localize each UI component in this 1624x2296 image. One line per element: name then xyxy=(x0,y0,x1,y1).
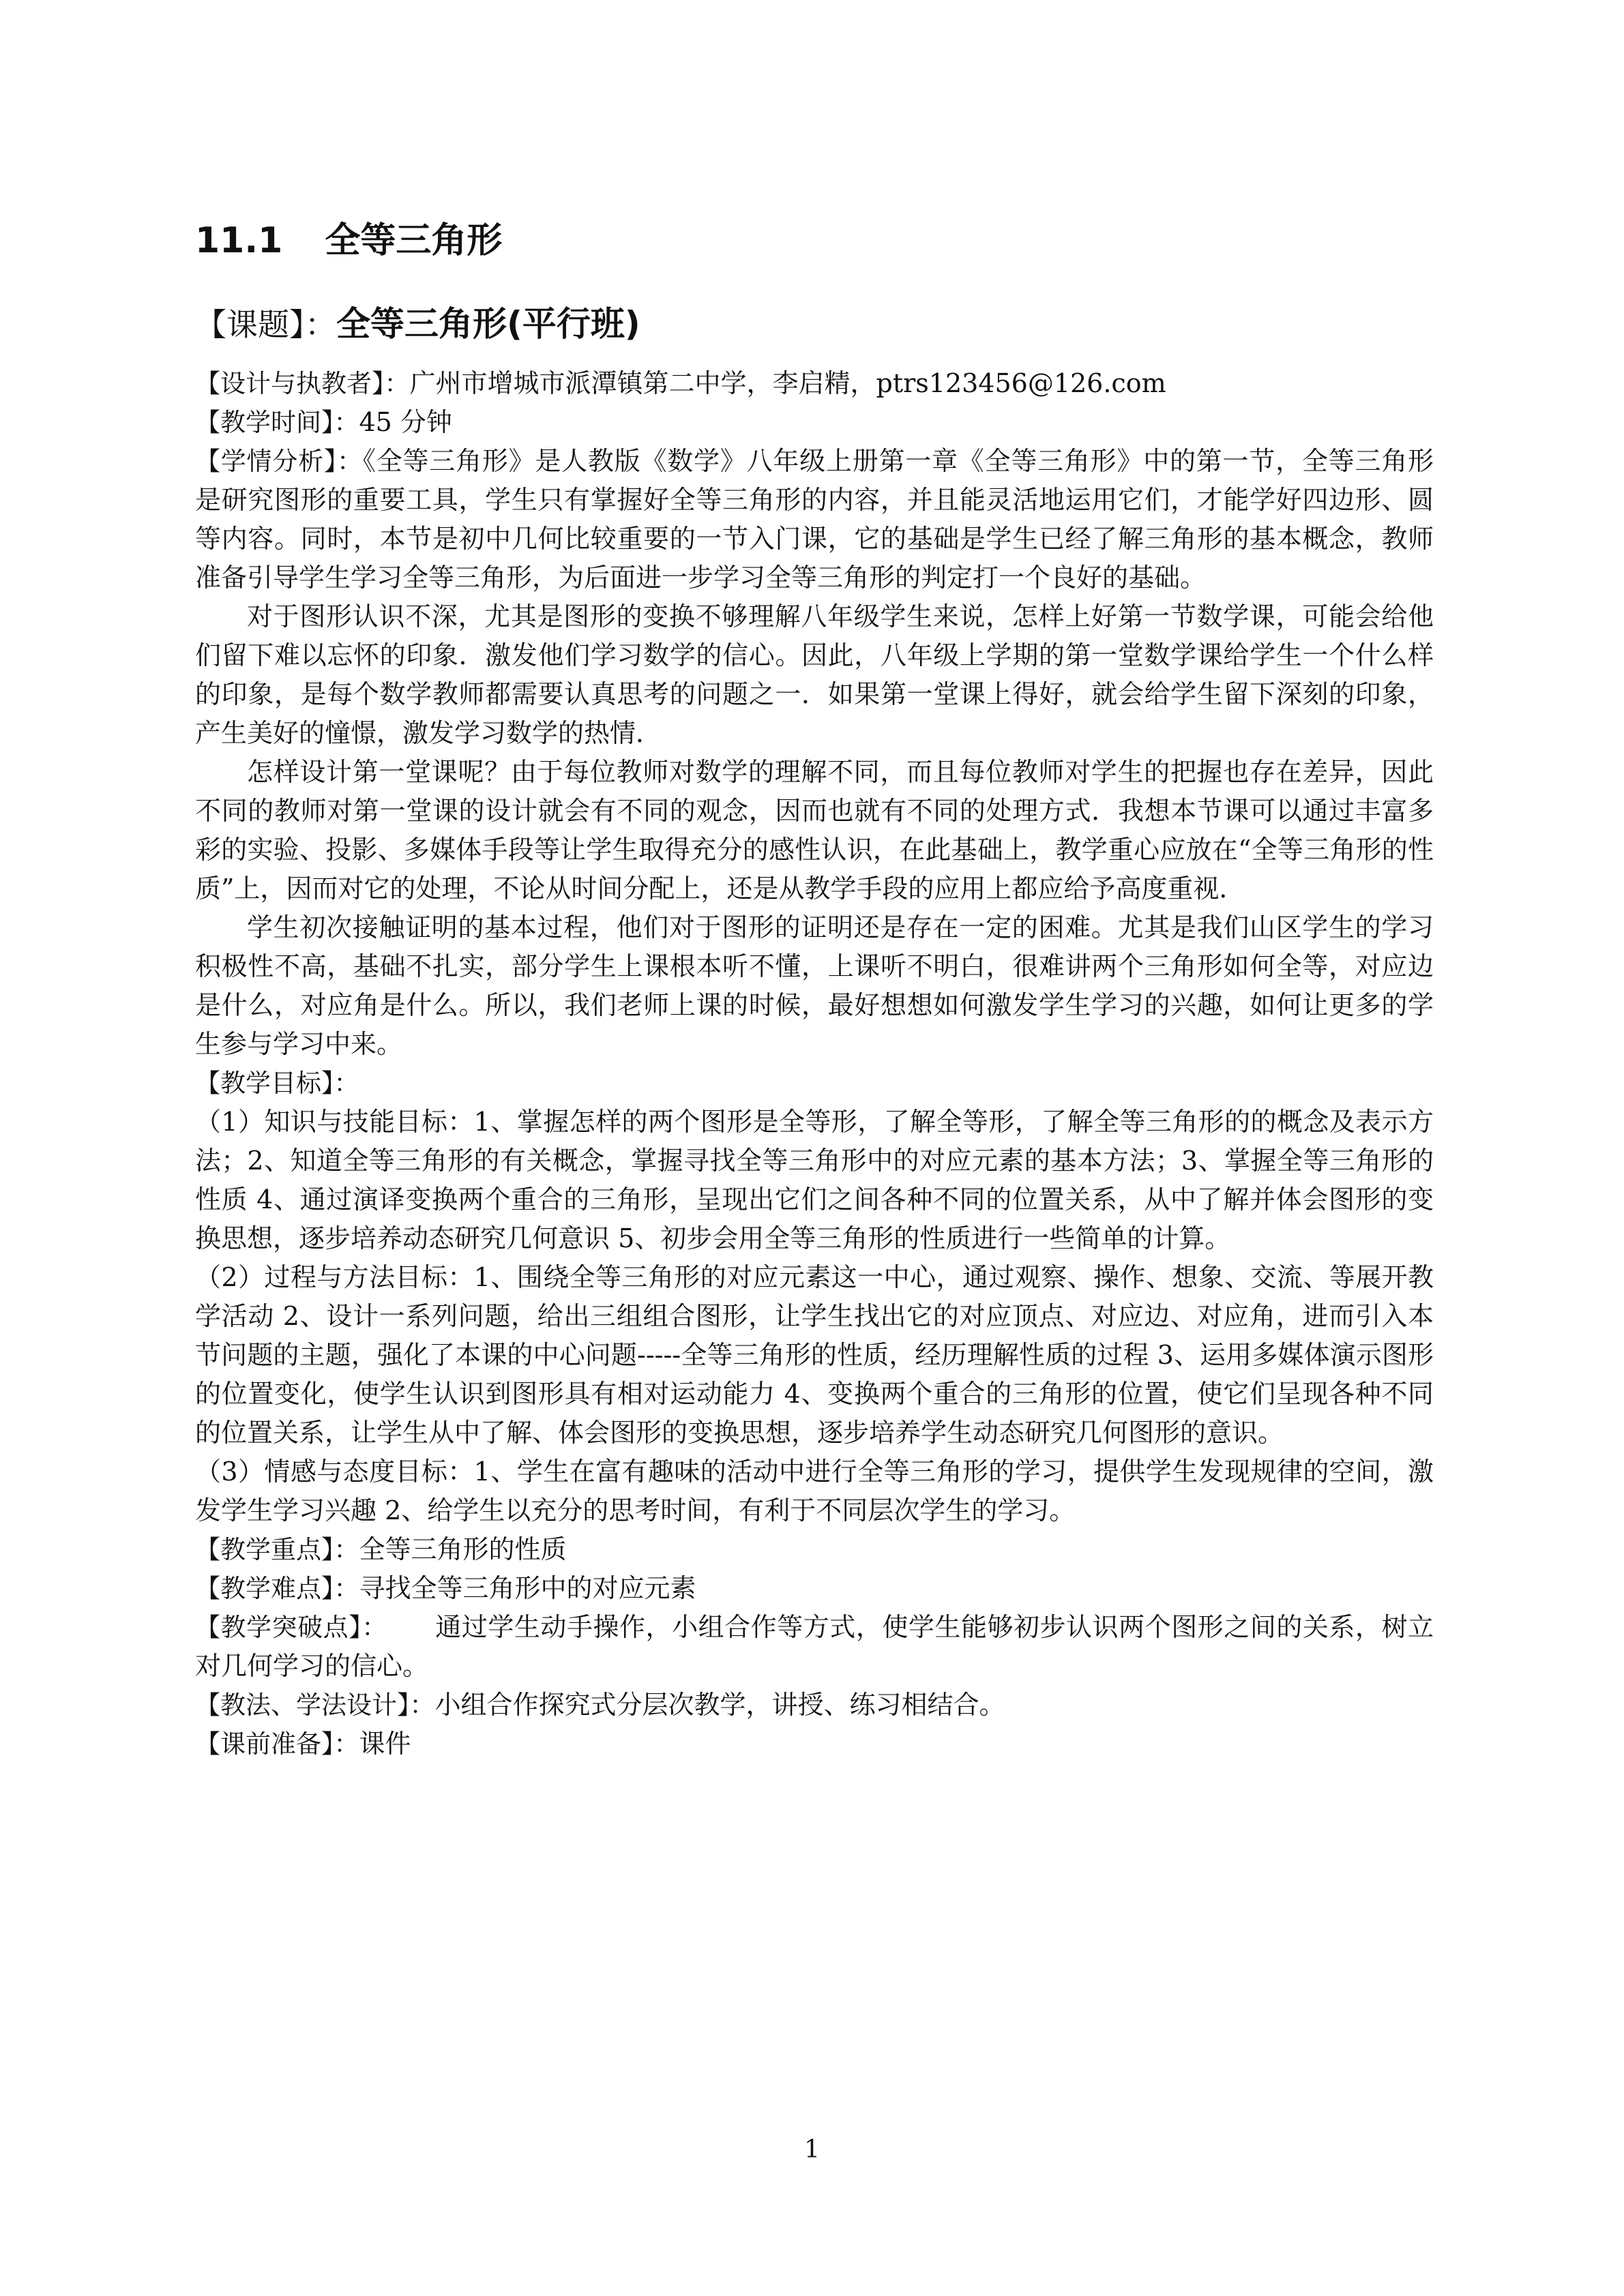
difficulty-value: 寻找全等三角形中的对应元素 xyxy=(359,1573,696,1603)
analysis-paragraph-1 xyxy=(195,442,1434,597)
designer-label: 【设计与执教者】： xyxy=(195,369,410,398)
designer-line xyxy=(195,364,1434,403)
key-point-value: 全等三角形的性质 xyxy=(359,1534,567,1564)
breakthrough-label: 【教学突破点】： xyxy=(195,1613,387,1642)
key-point-label: 【教学重点】： xyxy=(195,1535,359,1564)
preparation-label: 【课前准备】： xyxy=(195,1729,359,1759)
time-label: 【教学时间】： xyxy=(195,408,359,437)
difficulty-line xyxy=(195,1569,1434,1608)
course-title-line xyxy=(195,300,640,348)
objectives-line xyxy=(195,1064,1434,1103)
course-value: 全等三角形(平行班) xyxy=(336,304,640,344)
section-heading xyxy=(195,217,502,265)
designer-value: 广州市增城市派潭镇第二中学，李启精，ptrs123456@126.com xyxy=(409,368,1166,398)
breakthrough-line xyxy=(195,1608,1434,1686)
preparation-line xyxy=(195,1725,1434,1763)
objective-attitude: （3）情感与态度目标：1、学生在富有趣味的活动中进行全等三角形的学习，提供学生发现规律的空间，激发学生学习兴趣 2、给学生以充分的思考时间，有利于不同层次学生的学习。 xyxy=(195,1457,1434,1525)
difficulty-label: 【教学难点】： xyxy=(195,1574,359,1603)
course-label: 【课题】： xyxy=(195,306,336,343)
analysis-paragraph-4: 学生初次接触证明的基本过程，他们对于图形的证明还是存在一定的困难。尤其是我们山区学生的学习积极性不高，基础不扎实，部分学生上课根本听不懂，上课听不明白，很难讲两个三角形如何全等，对应边是什么，对应角是什么。所以，我们老师上课的时候，最好想想如何激发学生学习的兴趣，如何让更多的学生参与学习中来。 xyxy=(195,912,1434,1059)
breakthrough-value: 通过学生动手操作，小组合作等方式，使学生能够初步认识两个图形之间的关系，树立对几何学习的信心。 xyxy=(195,1612,1434,1681)
analysis-label: 【学情分析】： xyxy=(195,447,363,476)
preparation-value: 课件 xyxy=(359,1729,411,1759)
section-title: 全等三角形 xyxy=(325,220,503,261)
lesson-plan-body xyxy=(195,364,1434,1763)
analysis-paragraph-3: 怎样设计第一堂课呢？由于每位教师对数学的理解不同，而且每位教师对学生的把握也存在差异，因此不同的教师对第一堂课的设计就会有不同的观念，因而也就有不同的处理方式．我想本节课可以通过丰富多彩的实验、投影、多媒体手段等让学生取得充分的感性认识，在此基础上，教学重心应放在“全等三角形的性质”上，因而对它的处理，不论从时间分配上，还是从教学手段的应用上都应给予高度重视． xyxy=(195,757,1434,904)
analysis-text-1: 《全等三角形》是人教版《数学》八年级上册第一章《全等三角形》中的第一节，全等三角形是研究图形的重要工具，学生只有掌握好全等三角形的内容，并且能灵活地运用它们，才能学好四边形、圆等内容。同时，本节是初中几何比较重要的一节入门课，它的基础是学生已经了解三角形的基本概念，教师准备引导学生学习全等三角形，为后面进一步学习全等三角形的判定打一个良好的基础。 xyxy=(195,446,1434,593)
objectives-label: 【教学目标】： xyxy=(195,1069,359,1098)
section-number: 11.1 xyxy=(195,220,283,261)
objective-knowledge: （1）知识与技能目标：1、掌握怎样的两个图形是全等形，了解全等形，了解全等三角形的的概念及表示方法；2、知道全等三角形的有关概念，掌握寻找全等三角形中的对应元素的基本方法；3、掌握全等三角形的性质 4、通过演译变换两个重合的三角形，呈现出它们之间各种不同的位置关系，从中了解并体会图形的变换思想，逐步培养动态研究几何意识 5、初步会用全等三角形的性质进行一些简单的计算。 xyxy=(195,1107,1434,1253)
methods-line xyxy=(195,1686,1434,1725)
key-point-line xyxy=(195,1530,1434,1569)
methods-value: 小组合作探究式分层次教学，讲授、练习相结合。 xyxy=(434,1690,1005,1720)
page-number: 1 xyxy=(804,2136,820,2164)
time-line xyxy=(195,403,1434,442)
analysis-paragraph-2: 对于图形认识不深，尤其是图形的变换不够理解八年级学生来说，怎样上好第一节数学课，可能会给他们留下难以忘怀的印象．激发他们学习数学的信心。因此，八年级上学期的第一堂数学课给学生一个什么样的印象，是每个数学教师都需要认真思考的问题之一．如果第一堂课上得好，就会给学生留下深刻的印象，产生美好的憧憬，激发学习数学的热情． xyxy=(195,601,1434,748)
objective-process: （2）过程与方法目标：1、围绕全等三角形的对应元素这一中心，通过观察、操作、想象、交流、等展开教学活动 2、设计一系列问题，给出三组组合图形，让学生找出它的对应顶点、对应边、对应角，进而引入本节问题的主题，强化了本课的中心问题-----全等三角形的性质，经历理解性质的过程 3、运用多媒体演示图形的位置变化，使学生认识到图形具有相对运动能力 4、变换两个重合的三角形的位置，使它们呈现各种不同的位置关系，让学生从中了解、体会图形的变换思想，逐步培养学生动态研究几何图形的意识。 xyxy=(195,1262,1434,1448)
methods-label: 【教法、学法设计】： xyxy=(195,1690,435,1720)
time-value: 45 分钟 xyxy=(359,407,452,437)
